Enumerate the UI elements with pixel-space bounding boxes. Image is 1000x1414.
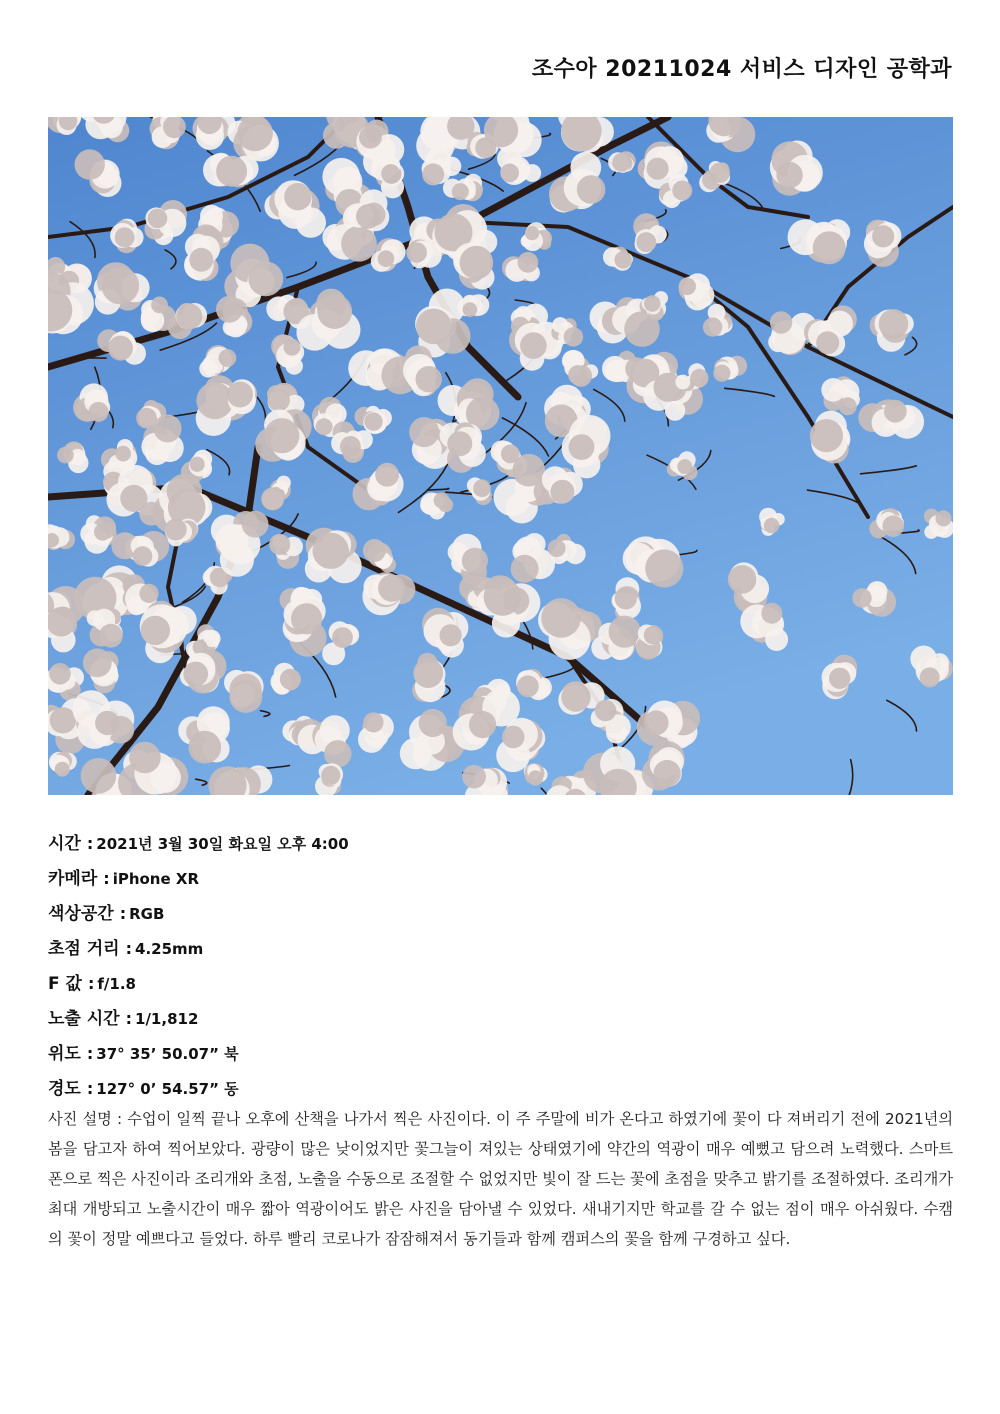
meta-value: 2021년 3월 30일 화요일 오후 4:00: [96, 835, 349, 853]
meta-value: 4.25mm: [135, 940, 204, 958]
meta-label: 노출 시간: [48, 1009, 120, 1029]
meta-label: 초점 거리: [48, 939, 120, 959]
blossom-cluster: [87, 608, 123, 647]
meta-value: 127° 0’ 54.57” 동: [96, 1080, 239, 1098]
meta-label: 색상공간: [48, 904, 114, 924]
blossom-cluster: [305, 528, 362, 584]
photo-description: 사진 설명 : 수업이 일찍 끝나 오후에 산책을 나가서 찍은 사진이다. 이 주 주말에 비가 온다고 하였기에 꽃이 다 져버리기 전에 2021년의 봄을 담고자 하여 찍어보았다. 광량이 많은 낮이었지만 꽃그늘이 져있는 상태였기에 약간의 역광이 매우 예뻤고 담으려 노력했다. 스마트폰으로 찍은 사진이라 조리개와 초점, 노출을 수동으로 조절할 수 없었지만 빛이 잘 드는 꽃에 초점을 맞추고 밝기를 조절하였다. 조리개가 최대 개방되고 노출시간이 매우 짧아 역광이어도 밝은 사진을 담아낼 수 있었다. 새내기지만 학교를 갈 수 없는 점이 매우 아쉬웠다. 수캠의 꽃이 정말 예쁘다고 들었다. 하루 빨리 코로나가 잠잠해져서 동기들과 함께 캠퍼스의 꽃을 함께 구경하고 싶다.: [48, 1110, 953, 1248]
meta-value: iPhone XR: [112, 870, 199, 888]
photo-metadata: [48, 826, 953, 1106]
meta-row-f-number: F 값 : f/1.8: [48, 974, 136, 994]
meta-row-focal-length: 초점 거리 : 4.25mm: [48, 939, 204, 959]
meta-label: 경도: [48, 1079, 81, 1099]
meta-value: 37° 35’ 50.07” 북: [96, 1045, 239, 1063]
meta-label: F 값: [48, 974, 82, 994]
page-title: 조수아 20211024 서비스 디자인 공학과: [531, 57, 952, 82]
blossom-cluster: [48, 607, 77, 653]
meta-row-colorspace: 색상공간 : RGB: [48, 904, 165, 924]
meta-row-time: 시간 : 2021년 3월 30일 화요일 오후 4:00: [48, 834, 349, 854]
meta-value: RGB: [129, 905, 165, 923]
meta-value: 1/1,812: [135, 1010, 199, 1028]
meta-row-camera: 카메라 : iPhone XR: [48, 869, 199, 889]
blossom-cluster: [636, 625, 664, 660]
meta-row-longitude: 경도 : 127° 0’ 54.57” 동: [48, 1079, 239, 1099]
meta-label: 위도: [48, 1044, 81, 1064]
meta-row-latitude: 위도 : 37° 35’ 50.07” 북: [48, 1044, 239, 1064]
meta-label: 시간: [48, 834, 81, 854]
blossom-cluster: [608, 151, 636, 173]
meta-label: 카메라: [48, 869, 98, 889]
cherry-blossom-photo: [48, 117, 953, 795]
blossom-cluster: [208, 765, 272, 795]
meta-value: f/1.8: [97, 975, 136, 993]
meta-row-exposure: 노출 시간 : 1/1,812: [48, 1009, 199, 1029]
